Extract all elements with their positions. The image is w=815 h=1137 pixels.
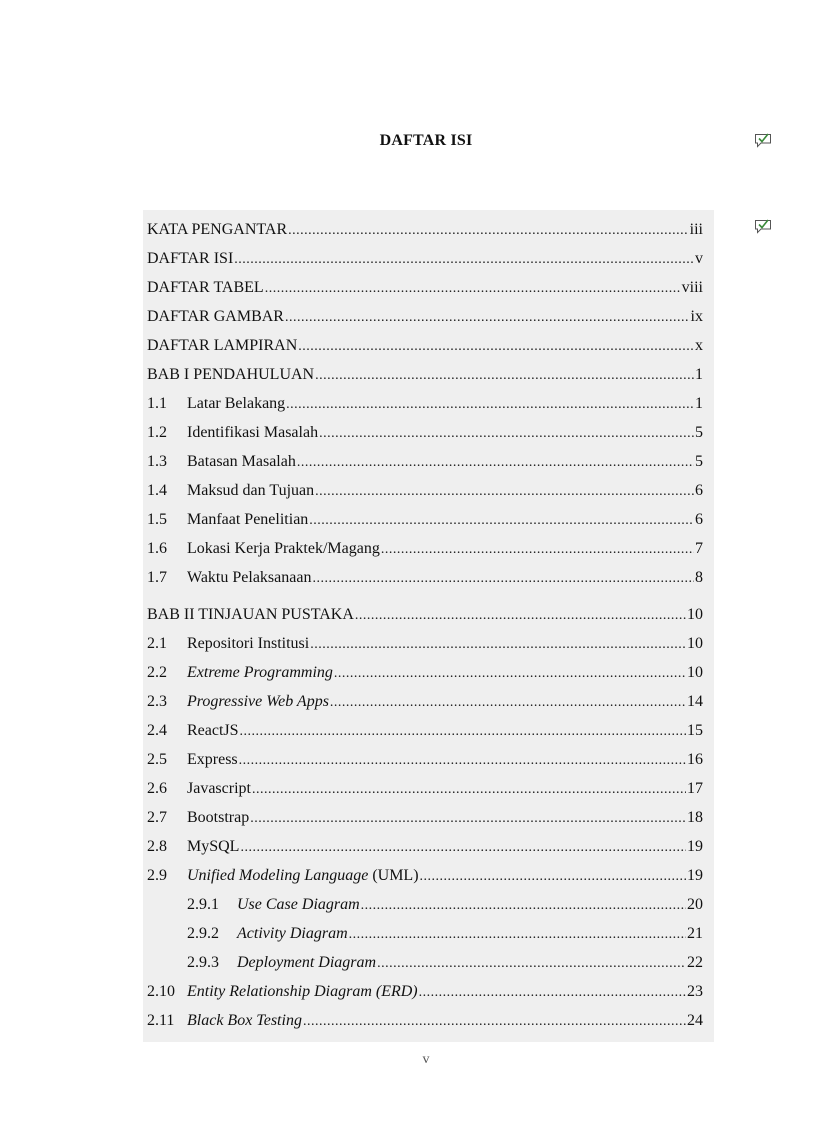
toc-entry[interactable] <box>147 691 703 713</box>
toc-entry-leader <box>286 394 694 416</box>
toc-entry-label: Manfaat Penelitian <box>187 511 309 528</box>
toc-entry-number: 2.9.3 <box>187 954 219 971</box>
toc-entry-number: 2.10 <box>147 983 175 1000</box>
toc-entry-label: MySQL <box>187 838 240 855</box>
toc-entry[interactable] <box>147 248 703 270</box>
toc-entry-page: 14 <box>687 693 703 710</box>
toc-entry-leader <box>377 953 686 975</box>
toc-entry-leader <box>420 866 686 888</box>
comment-icon[interactable] <box>754 218 772 234</box>
toc-entry-leader <box>239 750 686 772</box>
toc-entry-page: x <box>695 337 703 354</box>
toc-entry[interactable] <box>147 720 703 742</box>
toc-entry-page: 7 <box>695 540 703 557</box>
toc-entry-label: BAB II TINJAUAN PUSTAKA <box>147 606 354 623</box>
toc-entry-number: 2.9.2 <box>187 925 219 942</box>
toc-entry-page: 8 <box>695 569 703 586</box>
toc-entry-label: Progressive Web Apps <box>187 693 329 710</box>
toc-entry-leader <box>349 924 686 946</box>
toc-entry-page: 19 <box>687 867 703 884</box>
toc-entry-page: 10 <box>687 664 703 681</box>
toc-entry-leader <box>252 779 686 801</box>
toc-entry-page: 10 <box>687 606 703 623</box>
toc-entry[interactable] <box>147 364 703 386</box>
toc-entry-page: ix <box>690 308 703 325</box>
toc-entry[interactable] <box>147 567 703 589</box>
toc-entry-number: 1.2 <box>147 424 167 441</box>
toc-entry[interactable] <box>147 480 703 502</box>
toc-entry-leader <box>234 249 694 271</box>
toc-entry[interactable] <box>147 778 703 800</box>
toc-entry-page: 17 <box>687 780 703 797</box>
toc-entry-number: 2.9.1 <box>187 896 219 913</box>
toc-entry-label: DAFTAR TABEL <box>147 279 264 296</box>
toc-entry-number: 2.4 <box>147 722 167 739</box>
toc-entry-label: Waktu Pelaksanaan <box>187 569 312 586</box>
toc-entry-page: 21 <box>687 925 703 942</box>
toc-entry[interactable] <box>147 538 703 560</box>
toc-entry-leader <box>334 663 686 685</box>
toc-entry[interactable] <box>147 306 703 328</box>
toc-entry-leader <box>240 721 686 743</box>
toc-entry[interactable] <box>147 981 703 1003</box>
toc-entry-label: ReactJS <box>187 722 239 739</box>
toc-entry-leader <box>250 808 686 830</box>
toc-entry-number: 1.6 <box>147 540 167 557</box>
toc-entry-number: 2.1 <box>147 635 167 652</box>
toc-entry-number: 1.4 <box>147 482 167 499</box>
toc-entry-leader <box>310 634 686 656</box>
toc-entry[interactable] <box>147 633 703 655</box>
toc-entry-page: 18 <box>687 809 703 826</box>
toc-entry-page: 6 <box>695 511 703 528</box>
toc-entry-label: KATA PENGANTAR <box>147 221 288 238</box>
page-number: v <box>422 1052 430 1067</box>
toc-entry-leader <box>285 307 690 329</box>
toc-entry-label: Bootstrap <box>187 809 250 826</box>
toc-entry-page: viii <box>681 279 703 296</box>
toc-entry-number: 2.3 <box>147 693 167 710</box>
toc-entry-label: Identifikasi Masalah <box>187 424 319 441</box>
toc-entry-label: DAFTAR GAMBAR <box>147 308 284 325</box>
toc-entry-label: Unified Modeling Language <box>187 867 369 884</box>
toc-entry[interactable] <box>147 335 703 357</box>
toc-entry-page: 5 <box>695 453 703 470</box>
toc-entry-label: Deployment Diagram <box>237 954 377 971</box>
toc-entry[interactable] <box>187 923 703 945</box>
toc-entry[interactable] <box>147 1010 703 1032</box>
toc-entry[interactable] <box>187 894 703 916</box>
toc-entry-label-suffix: (UML) <box>368 867 419 884</box>
toc-entry-label: Extreme Programming <box>187 664 333 681</box>
toc-entry-label: Use Case Diagram <box>237 896 360 913</box>
toc-entry[interactable] <box>147 451 703 473</box>
toc-entry-number: 2.5 <box>147 751 167 768</box>
toc-entry[interactable] <box>147 749 703 771</box>
toc-entry-leader <box>309 510 694 532</box>
toc-entry-leader <box>312 568 694 590</box>
toc-entry-page: 1 <box>695 395 703 412</box>
toc-entry-label: Entity Relationship Diagram (ERD) <box>187 983 418 1000</box>
toc-entry[interactable] <box>147 422 703 444</box>
toc-entry-leader <box>315 481 694 503</box>
toc-entry-number: 1.1 <box>147 395 167 412</box>
toc-entry-page: 22 <box>687 954 703 971</box>
toc-entry-label: DAFTAR LAMPIRAN <box>147 337 298 354</box>
toc-entry-leader <box>355 605 686 627</box>
toc-entry-page: v <box>695 250 703 267</box>
toc-entry-number: 2.11 <box>147 1012 175 1029</box>
toc-entry-label: Batasan Masalah <box>187 453 296 470</box>
toc-entry-number: 2.8 <box>147 838 167 855</box>
toc-entry-leader <box>298 336 694 358</box>
toc-entry-page: 15 <box>687 722 703 739</box>
toc-entry-leader <box>381 539 694 561</box>
toc-entry-leader <box>315 365 694 387</box>
toc-entry-leader <box>303 1011 686 1033</box>
toc-entry-leader <box>240 837 686 859</box>
toc-entry-number: 2.6 <box>147 780 167 797</box>
toc-entry-page: 24 <box>687 1012 703 1029</box>
toc-entry-leader <box>265 278 681 300</box>
toc-entry-number: 1.3 <box>147 453 167 470</box>
toc-entry-leader <box>419 982 686 1004</box>
toc-entry[interactable] <box>147 836 703 858</box>
toc-entry[interactable] <box>147 277 703 299</box>
toc-entry[interactable] <box>147 509 703 531</box>
toc-entry-label: Express <box>187 751 238 768</box>
comment-icon[interactable] <box>754 132 772 148</box>
page-title: DAFTAR ISI <box>379 132 473 149</box>
toc-entry-number: 2.7 <box>147 809 167 826</box>
toc-entry-label: Black Box Testing <box>187 1012 302 1029</box>
toc-entry-leader <box>330 692 686 714</box>
toc-entry-leader <box>361 895 686 917</box>
toc-entry-leader <box>297 452 694 474</box>
toc-entry[interactable] <box>187 952 703 974</box>
toc-entry[interactable] <box>147 662 703 684</box>
toc-entry-number: 2.2 <box>147 664 167 681</box>
toc-entry-label: Repositori Institusi <box>187 635 310 652</box>
toc-entry[interactable] <box>147 604 703 626</box>
toc-entry-number: 1.5 <box>147 511 167 528</box>
toc-entry-label: Activity Diagram <box>237 925 348 942</box>
toc-entry-page: 10 <box>687 635 703 652</box>
toc-entry-page: 6 <box>695 482 703 499</box>
toc-entry-number: 1.7 <box>147 569 167 586</box>
toc-entry-page: iii <box>689 221 703 238</box>
toc-entry[interactable] <box>147 219 703 241</box>
toc-entry[interactable] <box>147 865 703 887</box>
toc-entry-page: 20 <box>687 896 703 913</box>
toc-entry-label: Maksud dan Tujuan <box>187 482 315 499</box>
toc-entry-number: 2.9 <box>147 867 167 884</box>
toc-entry[interactable] <box>147 393 703 415</box>
toc-entry-leader <box>288 220 689 242</box>
toc-entry-page: 23 <box>687 983 703 1000</box>
toc-entry-page: 1 <box>695 366 703 383</box>
toc-entry-page: 19 <box>687 838 703 855</box>
toc-entry-label: Latar Belakang <box>187 395 286 412</box>
toc-entry-leader <box>319 423 694 445</box>
toc-entry-page: 16 <box>687 751 703 768</box>
toc-entry-label: Javascript <box>187 780 251 797</box>
toc-entry-label: Lokasi Kerja Praktek/Magang <box>187 540 380 557</box>
toc-entry-label: BAB I PENDAHULUAN <box>147 366 315 383</box>
toc-entry-label: DAFTAR ISI <box>147 250 234 267</box>
toc-entry-page: 5 <box>695 424 703 441</box>
toc-entry[interactable] <box>147 807 703 829</box>
